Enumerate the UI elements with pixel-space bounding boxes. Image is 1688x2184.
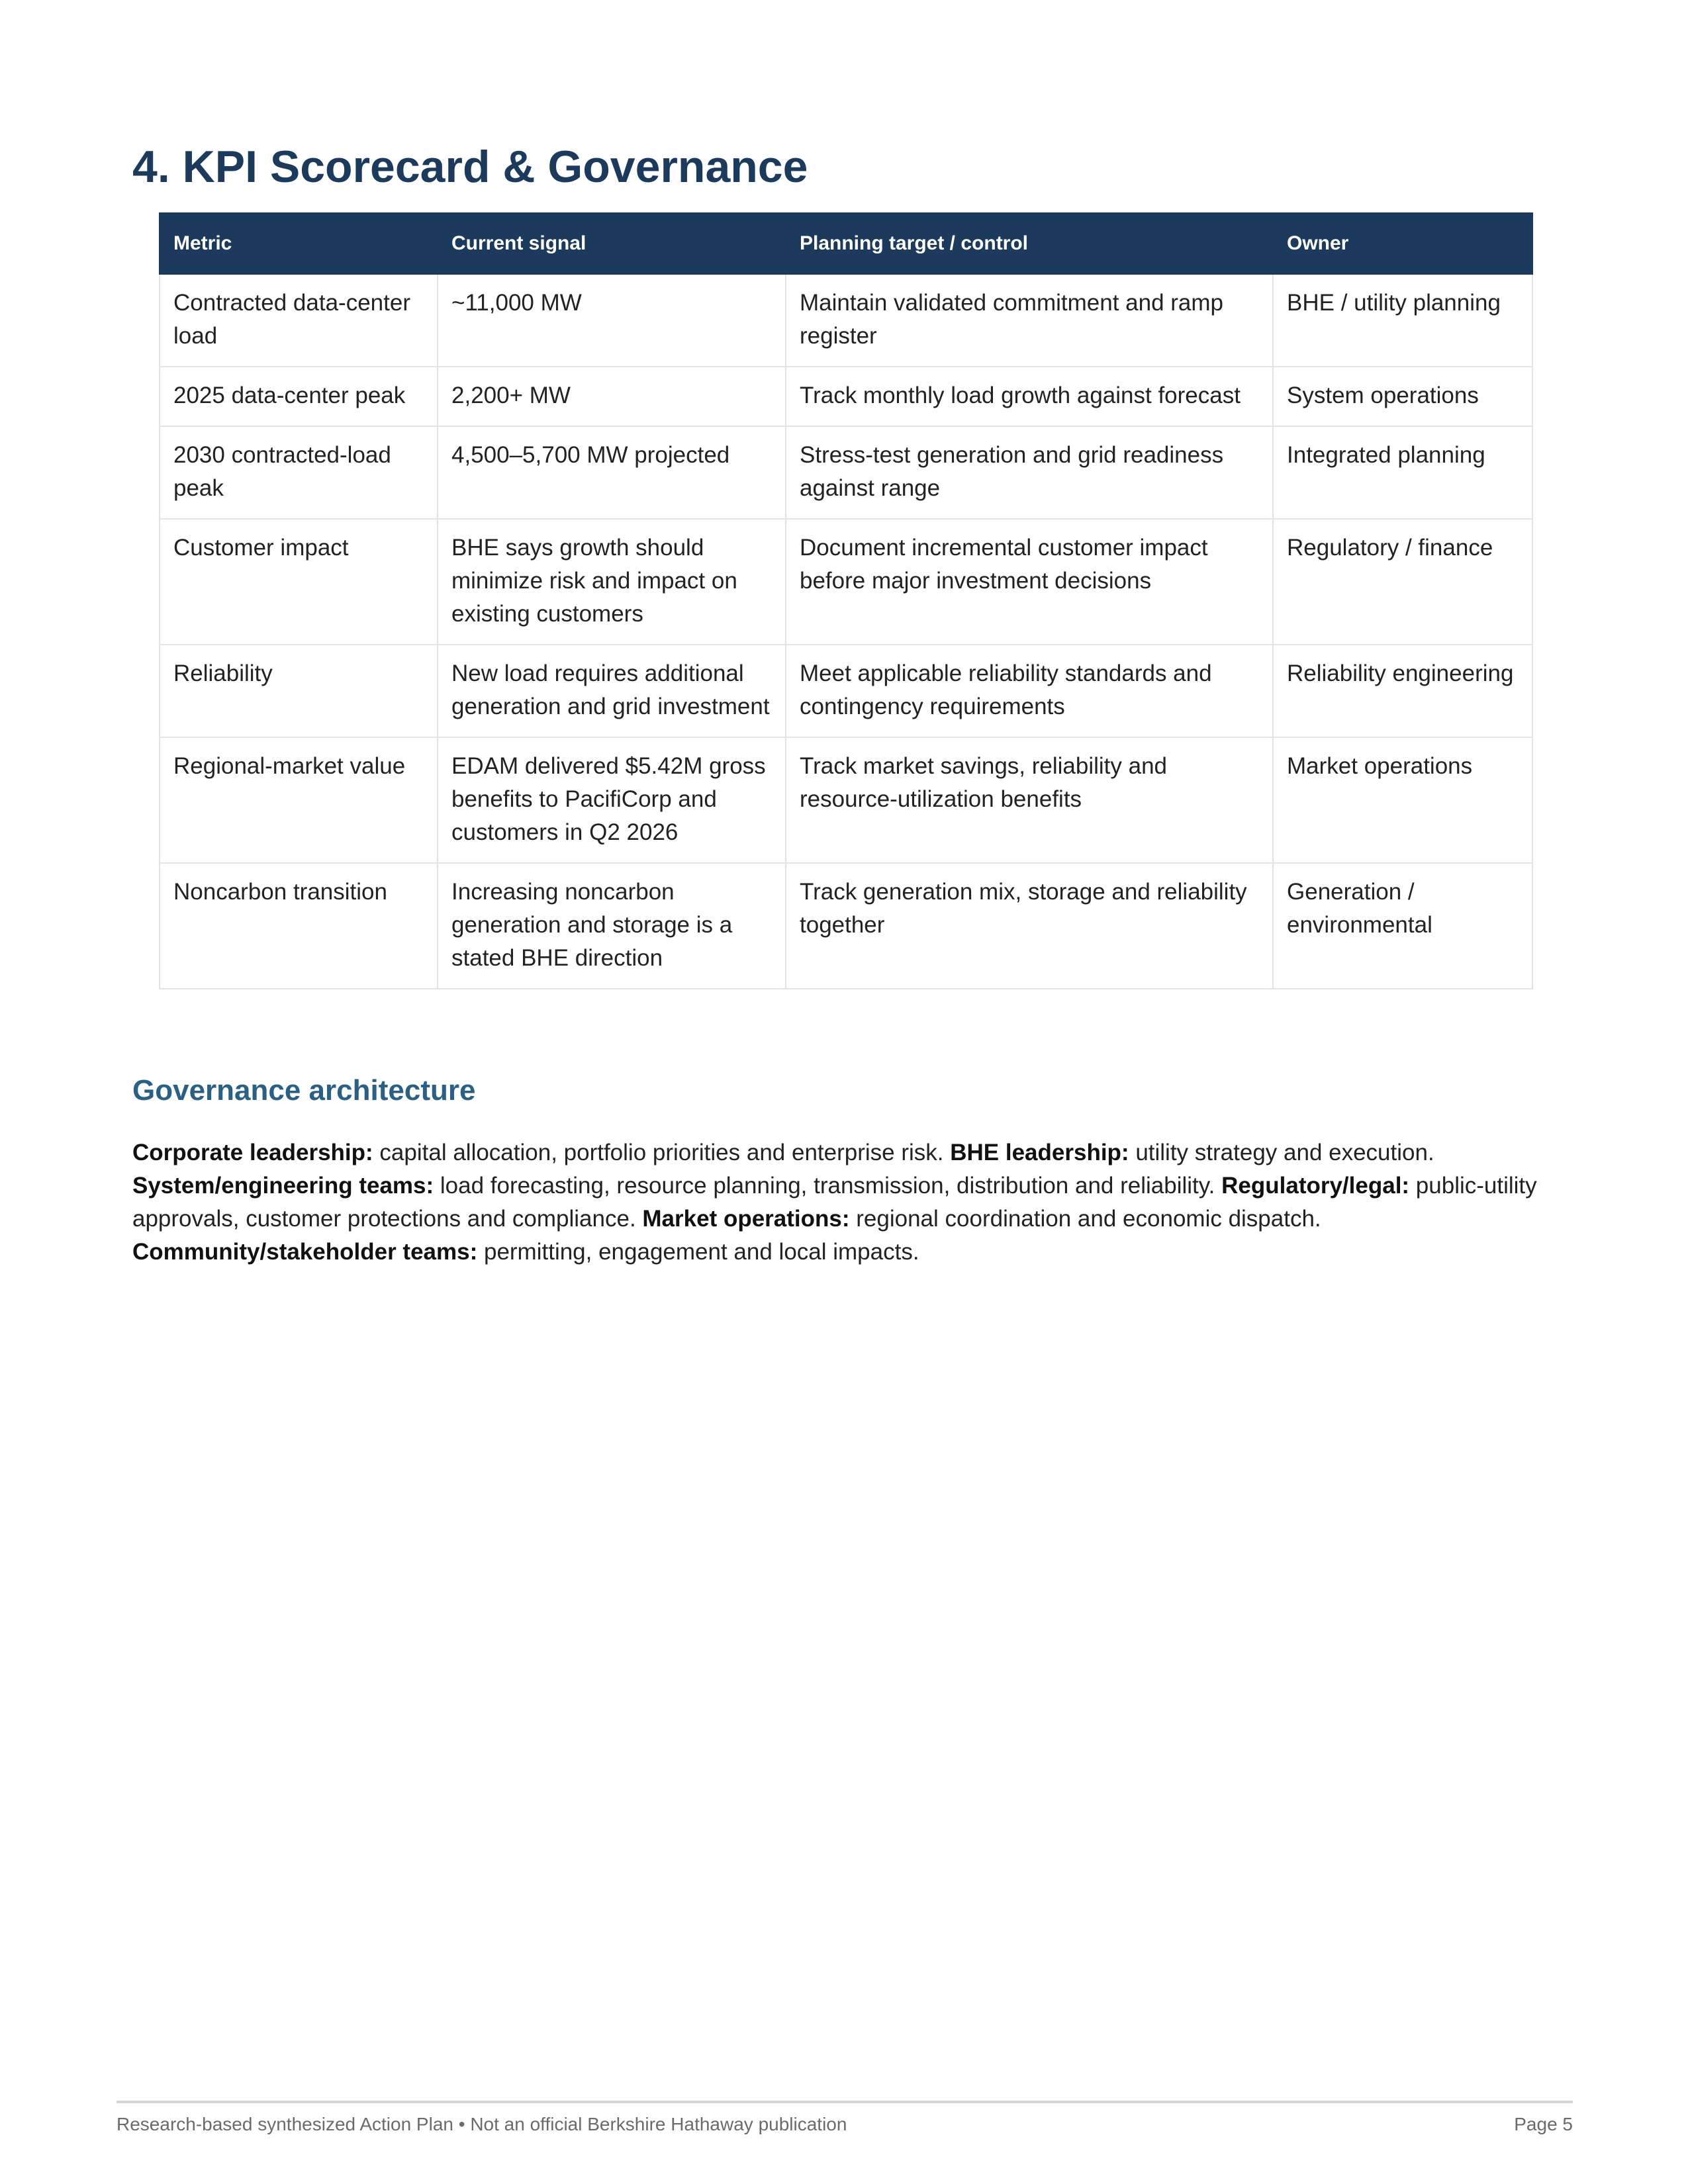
table-header-row xyxy=(160,213,1532,274)
header-owner: Owner xyxy=(1273,213,1532,274)
footer-divider xyxy=(117,2101,1573,2103)
owner-cell: Regulatory / finance xyxy=(1273,519,1532,645)
metric-cell: Reliability xyxy=(160,645,438,737)
owner-cell: BHE / utility planning xyxy=(1273,274,1532,367)
metric-cell: Customer impact xyxy=(160,519,438,645)
governance-label-community: Community/stakeholder teams: xyxy=(132,1239,478,1265)
governance-paragraph xyxy=(132,1136,1556,1269)
owner-cell: Integrated planning xyxy=(1273,426,1532,519)
governance-label-corporate: Corporate leadership: xyxy=(132,1140,373,1165)
header-metric: Metric xyxy=(160,213,438,274)
governance-heading: Governance architecture xyxy=(132,1074,476,1107)
planning-target-cell: Stress-test generation and grid readiness against range xyxy=(786,426,1273,519)
owner-cell: Market operations xyxy=(1273,737,1532,863)
header-planning-target: Planning target / control xyxy=(786,213,1273,274)
table-row xyxy=(160,737,1532,863)
current-signal-cell: ~11,000 MW xyxy=(438,274,786,367)
metric-cell: 2030 contracted-load peak xyxy=(160,426,438,519)
governance-text-community: permitting, engagement and local impacts. xyxy=(477,1239,919,1265)
governance-label-regulatory-legal: Regulatory/legal: xyxy=(1221,1173,1410,1199)
current-signal-cell: 2,200+ MW xyxy=(438,367,786,426)
planning-target-cell: Track market savings, reliability and resource-utilization benefits xyxy=(786,737,1273,863)
header-current-signal: Current signal xyxy=(438,213,786,274)
governance-text-bhe: utility strategy and execution. xyxy=(1129,1140,1434,1165)
owner-cell: Generation / environmental xyxy=(1273,863,1532,989)
table-row xyxy=(160,274,1532,367)
current-signal-cell: BHE says growth should minimize risk and impact on existing customers xyxy=(438,519,786,645)
current-signal-cell: Increasing noncarbon generation and storage is a stated BHE direction xyxy=(438,863,786,989)
planning-target-cell: Track generation mix, storage and reliability together xyxy=(786,863,1273,989)
owner-cell: Reliability engineering xyxy=(1273,645,1532,737)
page-title: 4. KPI Scorecard & Governance xyxy=(132,142,808,192)
governance-label-bhe: BHE leadership: xyxy=(950,1140,1129,1165)
current-signal-cell: New load requires additional generation and grid investment xyxy=(438,645,786,737)
planning-target-cell: Track monthly load growth against forecast xyxy=(786,367,1273,426)
governance-label-system-engineering: System/engineering teams: xyxy=(132,1173,434,1199)
governance-text-regulatory-legal: public-utility approvals, customer protections and compliance. xyxy=(132,1173,1537,1232)
governance-label-market-operations: Market operations: xyxy=(642,1206,850,1232)
metric-cell: 2025 data-center peak xyxy=(160,367,438,426)
planning-target-cell: Document incremental customer impact before major investment decisions xyxy=(786,519,1273,645)
metric-cell: Regional-market value xyxy=(160,737,438,863)
table-row xyxy=(160,367,1532,426)
governance-text-system-engineering: load forecasting, resource planning, transmission, distribution and reliability. xyxy=(434,1173,1222,1199)
table-row xyxy=(160,645,1532,737)
governance-text-market-operations: regional coordination and economic dispatch. xyxy=(849,1206,1321,1232)
table-row xyxy=(160,519,1532,645)
owner-cell: System operations xyxy=(1273,367,1532,426)
table-row xyxy=(160,426,1532,519)
current-signal-cell: 4,500–5,700 MW projected xyxy=(438,426,786,519)
page-number: Page 5 xyxy=(1514,2114,1573,2134)
metric-cell: Noncarbon transition xyxy=(160,863,438,989)
kpi-scorecard-table xyxy=(159,212,1533,989)
current-signal-cell: EDAM delivered $5.42M gross benefits to PacifiCorp and customers in Q2 2026 xyxy=(438,737,786,863)
planning-target-cell: Maintain validated commitment and ramp register xyxy=(786,274,1273,367)
governance-text-corporate: capital allocation, portfolio priorities and enterprise risk. xyxy=(373,1140,951,1165)
footer-disclaimer: Research-based synthesized Action Plan • Not an official Berkshire Hathaway publication xyxy=(117,2114,847,2134)
metric-cell: Contracted data-center load xyxy=(160,274,438,367)
planning-target-cell: Meet applicable reliability standards and contingency requirements xyxy=(786,645,1273,737)
table-row xyxy=(160,863,1532,989)
